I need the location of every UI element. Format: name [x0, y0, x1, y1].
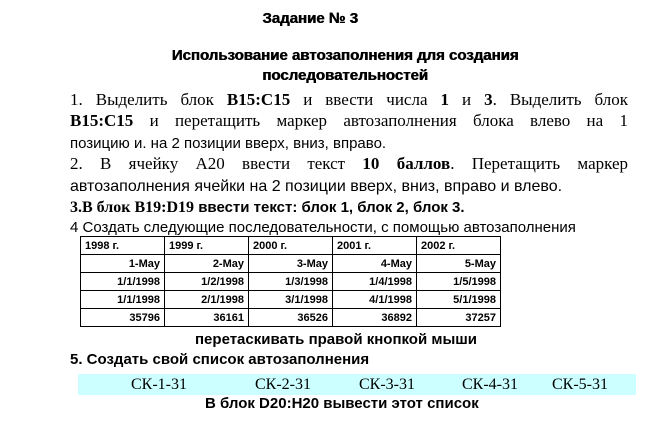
subtitle-line-2: последовательностей — [262, 67, 428, 84]
table-cell: 1/4/1998 — [333, 273, 417, 291]
task-1-text: позицию и. на 2 позиции вверх, вниз, вправо. — [70, 135, 387, 152]
task-1-line-1 — [70, 89, 628, 111]
list-item: СК-1-31 — [131, 376, 187, 393]
list-item: СК-4-31 — [462, 376, 518, 393]
task-1-text: и перетащить маркер автозаполнения блока влево на 1 — [133, 111, 628, 130]
task-2-text: 2. В ячейку А20 ввести текст — [70, 154, 363, 173]
table-cell: 1999 г. — [165, 237, 249, 255]
table-cell: 5-May — [417, 255, 501, 273]
table-cell: 1/3/1998 — [249, 273, 333, 291]
task-1-text: и ввести числа — [290, 90, 441, 109]
task-2-value: 10 баллов — [362, 154, 451, 173]
task-1-number: 3 — [484, 90, 493, 109]
table-cell: 2/1/1998 — [165, 291, 249, 309]
task-4-text: 4 Создать следующие последовательности, с помощью автозаполнения — [70, 219, 576, 236]
list-item: СК-5-31 — [552, 376, 608, 393]
subtitle-line-1: Использование автозаполнения для создания — [171, 47, 519, 64]
table-cell: 35796 — [81, 309, 165, 327]
task-1-number: 1 — [440, 90, 449, 109]
table-row — [81, 291, 501, 309]
table-cell: 36892 — [333, 309, 417, 327]
table-cell: 1/1/1998 — [81, 273, 165, 291]
table-row — [81, 255, 501, 273]
table-cell: 4/1/1998 — [333, 291, 417, 309]
autofill-list-bar — [78, 374, 636, 395]
task-3-range: B19:D19 — [134, 199, 195, 216]
table-cell: 36526 — [249, 309, 333, 327]
table-cell: 1/2/1998 — [165, 273, 249, 291]
task-1-line-2 — [70, 110, 628, 132]
table-cell: 2-May — [165, 255, 249, 273]
task-1-range: B15:C15 — [70, 111, 134, 130]
task-3-text: 3.В блок — [70, 199, 135, 216]
task-2-line-2 — [70, 175, 628, 198]
table-cell: 4-May — [333, 255, 417, 273]
table-cell: 1-May — [81, 255, 165, 273]
task-5-footer: В блок D20:H20 вывести этот список — [205, 395, 479, 412]
assignment-title: Задание № 3 — [262, 10, 358, 27]
table-cell: 5/1/1998 — [417, 291, 501, 309]
sequence-table — [80, 236, 501, 327]
task-2-line-1 — [70, 153, 628, 175]
table-cell: 2002 г. — [417, 237, 501, 255]
list-item: СК-3-31 — [359, 376, 415, 393]
table-cell: 36161 — [165, 309, 249, 327]
table-row — [81, 309, 501, 327]
table-cell: 2000 г. — [249, 237, 333, 255]
table-cell: 1/1/1998 — [81, 291, 165, 309]
task-1-text: 1. Выделить блок — [70, 90, 227, 109]
task-3-text: ввести текст: блок 1, блок 2, блок 3. — [194, 199, 465, 216]
table-cell: 37257 — [417, 309, 501, 327]
table-cell: 3-May — [249, 255, 333, 273]
table-header-row — [81, 237, 501, 255]
table-cell: 2001 г. — [333, 237, 417, 255]
task-2-text: автозаполнения ячейки на 2 позиции вверх, вниз, вправо и влево. — [70, 178, 563, 195]
task-2-text: . Перетащить маркер — [450, 154, 628, 173]
task-1-line-3 — [70, 132, 628, 155]
table-row — [81, 273, 501, 291]
drag-note: перетаскивать правой кнопкой мыши — [195, 331, 477, 348]
table-cell: 1/5/1998 — [417, 273, 501, 291]
list-item: СК-2-31 — [255, 376, 311, 393]
table-cell: 3/1/1998 — [249, 291, 333, 309]
task-1-text: . Выделить блок — [492, 90, 628, 109]
task-1-range: B15:C15 — [226, 90, 291, 109]
task-1-text: и — [448, 90, 485, 109]
table-cell: 1998 г. — [81, 237, 165, 255]
task-5-heading: 5. Создать свой список автозаполнения — [70, 351, 370, 368]
